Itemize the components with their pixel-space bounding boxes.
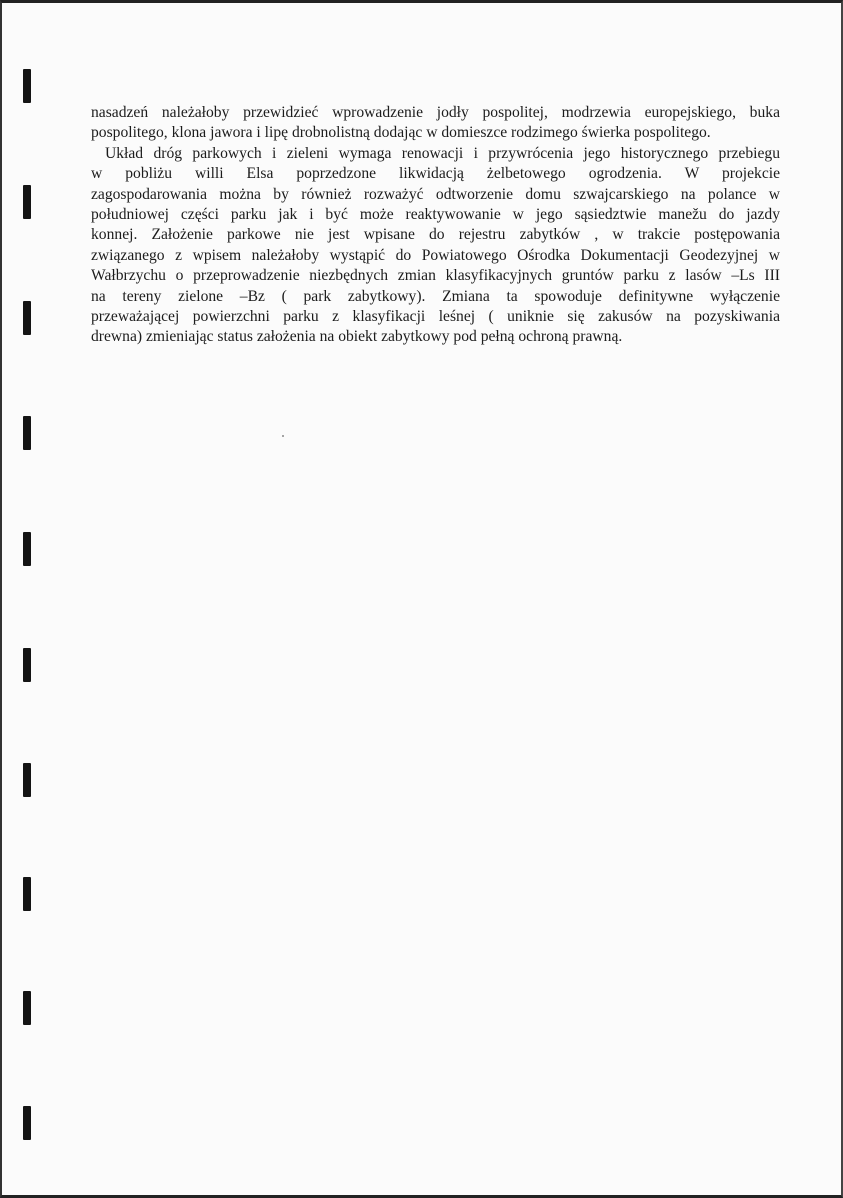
text-line: nasadzeń należałoby przewidzieć wprowadzenie jodły pospolitej, modrzewia europejskiego, buka <box>91 104 780 121</box>
text-line: drewna) zmieniając status założenia na obiekt zabytkowy pod pełną ochroną prawną. <box>91 328 623 346</box>
text-line: przeważającej powierzchni parku z klasyfikacji leśnej ( uniknie się zakusów na pozyskiwania <box>91 308 780 326</box>
text-line: pospolitego, klona jawora i lipę drobnolistną dodając w domieszce rodzimego świerka pospolitego. <box>91 124 711 142</box>
binder-hole-mark <box>23 877 31 911</box>
binder-hole-mark <box>23 763 31 797</box>
scan-speck <box>282 435 284 437</box>
binder-hole-mark <box>23 648 31 682</box>
text-line: południowej części parku jak i być może reaktywowanie w jego sąsiedztwie manežu do jazdy <box>91 206 780 224</box>
binder-hole-mark <box>23 301 31 335</box>
paragraph-intro <box>91 103 780 144</box>
text-line: Wałbrzychu o przeprowadzenie niezbędnych zmian klasyfikacyjnych gruntów parku z lasów –Ls III <box>91 267 780 285</box>
paragraph-roads-and-greenery <box>91 144 780 348</box>
binder-hole-mark <box>23 991 31 1025</box>
body-text <box>91 103 780 348</box>
binder-hole-mark <box>23 532 31 566</box>
binder-hole-mark <box>23 416 31 450</box>
text-line: Układ dróg parkowych i zieleni wymaga renowacji i przywrócenia jego historycznego przebiegu <box>105 144 780 162</box>
text-line: na tereny zielone –Bz ( park zabytkowy). Zmiana ta spowoduje definitywne wyłączenie <box>91 287 780 305</box>
text-line: zagospodarowania można by również rozważyć odtworzenie domu szwajcarskiego na polance w <box>91 185 780 203</box>
text-line: konnej. Założenie parkowe nie jest wpisane do rejestru zabytków , w trakcie postępowania <box>91 226 780 244</box>
binder-hole-mark <box>23 1106 31 1140</box>
binder-hole-mark <box>23 69 31 103</box>
text-line: w pobliżu willi Elsa poprzedzone likwidacją żelbetowego ogrodzenia. W projekcie <box>91 165 780 183</box>
text-line: związanego z wpisem należałoby wystąpić do Powiatowego Ośrodka Dokumentacji Geodezyjnej w <box>91 246 780 264</box>
binder-hole-mark <box>23 185 31 219</box>
